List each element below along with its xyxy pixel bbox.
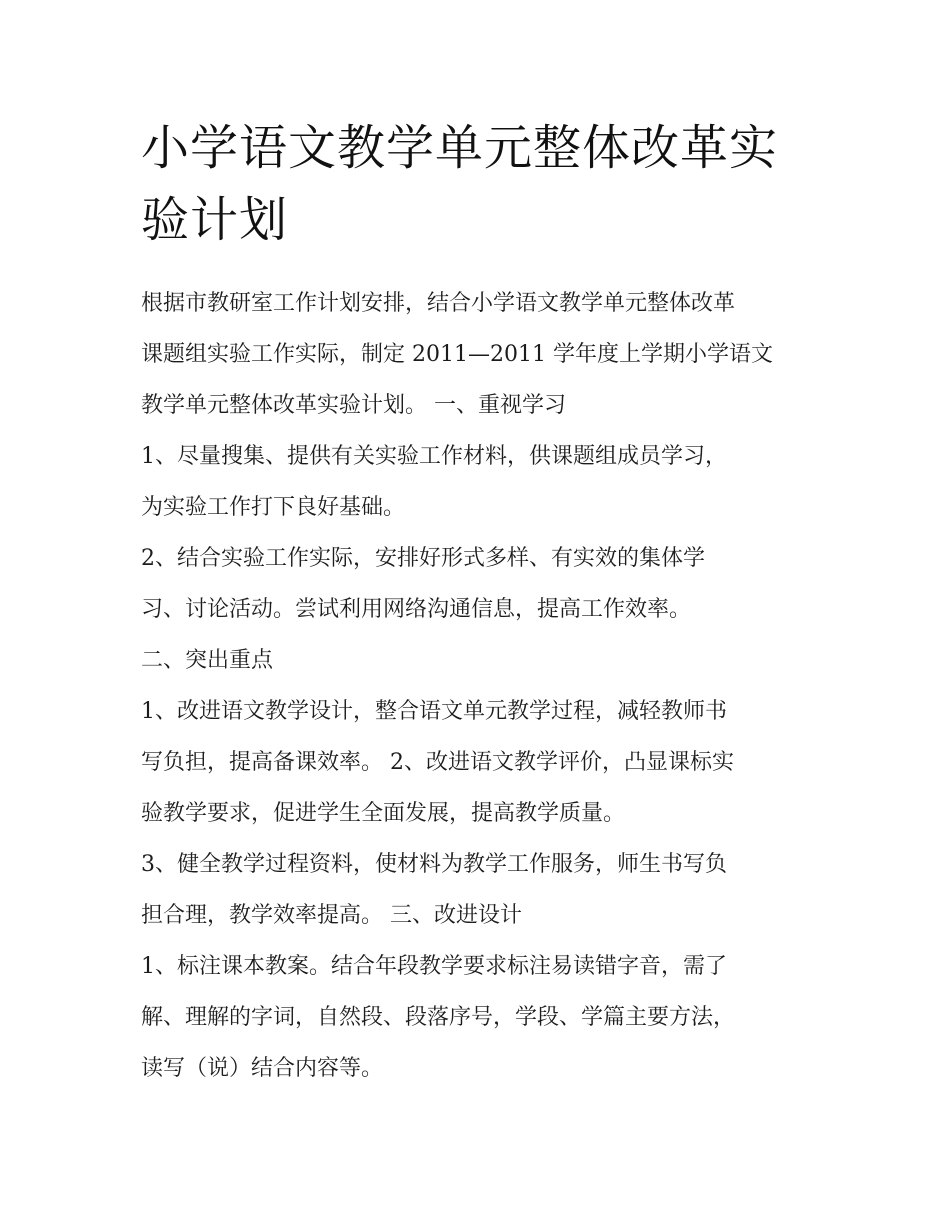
title-line: 小学语文教学单元整体改革实	[141, 120, 779, 176]
text-line: 根据市教研室工作计划安排，结合小学语文教学单元整体改革	[141, 291, 736, 316]
text-line: 1、标注课本教案。结合年段教学要求标注易读错字音，需了	[141, 954, 727, 979]
text-line: 习、讨论活动。尝试利用网络沟通信息，提高工作效率。	[141, 597, 692, 622]
intro-paragraph	[141, 278, 821, 431]
title-line: 验计划	[141, 192, 289, 248]
text-line: 1、改进语文教学设计，整合语文单元教学过程，减轻教师书	[141, 699, 727, 724]
text-line: 课题组实验工作实际，制定 2011—2011 学年度上学期小学语文	[141, 342, 773, 367]
text-line: 二、突出重点	[141, 648, 274, 673]
list-paragraph	[141, 431, 821, 533]
text-line: 2、结合实验工作实际，安排好形式多样、有实效的集体学	[141, 546, 705, 571]
section-heading	[141, 635, 821, 686]
text-line: 验教学要求，促进学生全面发展，提高教学质量。	[141, 801, 626, 826]
text-line: 1、尽量搜集、提供有关实验工作材料，供课题组成员学习，	[141, 444, 727, 469]
text-line: 为实验工作打下良好基础。	[141, 495, 406, 520]
text-line: 读写（说）结合内容等。	[141, 1056, 384, 1081]
document-content	[141, 112, 821, 1094]
text-line: 教学单元整体改革实验计划。 一、重视学习	[141, 393, 566, 418]
list-paragraph	[141, 533, 821, 635]
document-title	[141, 112, 821, 256]
list-paragraph	[141, 941, 821, 1094]
text-line: 写负担，提高备课效率。 2、改进语文教学评价，凸显课标实	[141, 750, 734, 775]
document-body	[141, 278, 821, 1094]
text-line: 解、理解的字词，自然段、段落序号，学段、学篇主要方法，	[141, 1005, 736, 1030]
list-paragraph	[141, 686, 821, 839]
text-line: 担合理，教学效率提高。 三、改进设计	[141, 903, 522, 928]
text-line: 3、健全教学过程资料，使材料为教学工作服务，师生书写负	[141, 852, 727, 877]
list-paragraph	[141, 839, 821, 941]
